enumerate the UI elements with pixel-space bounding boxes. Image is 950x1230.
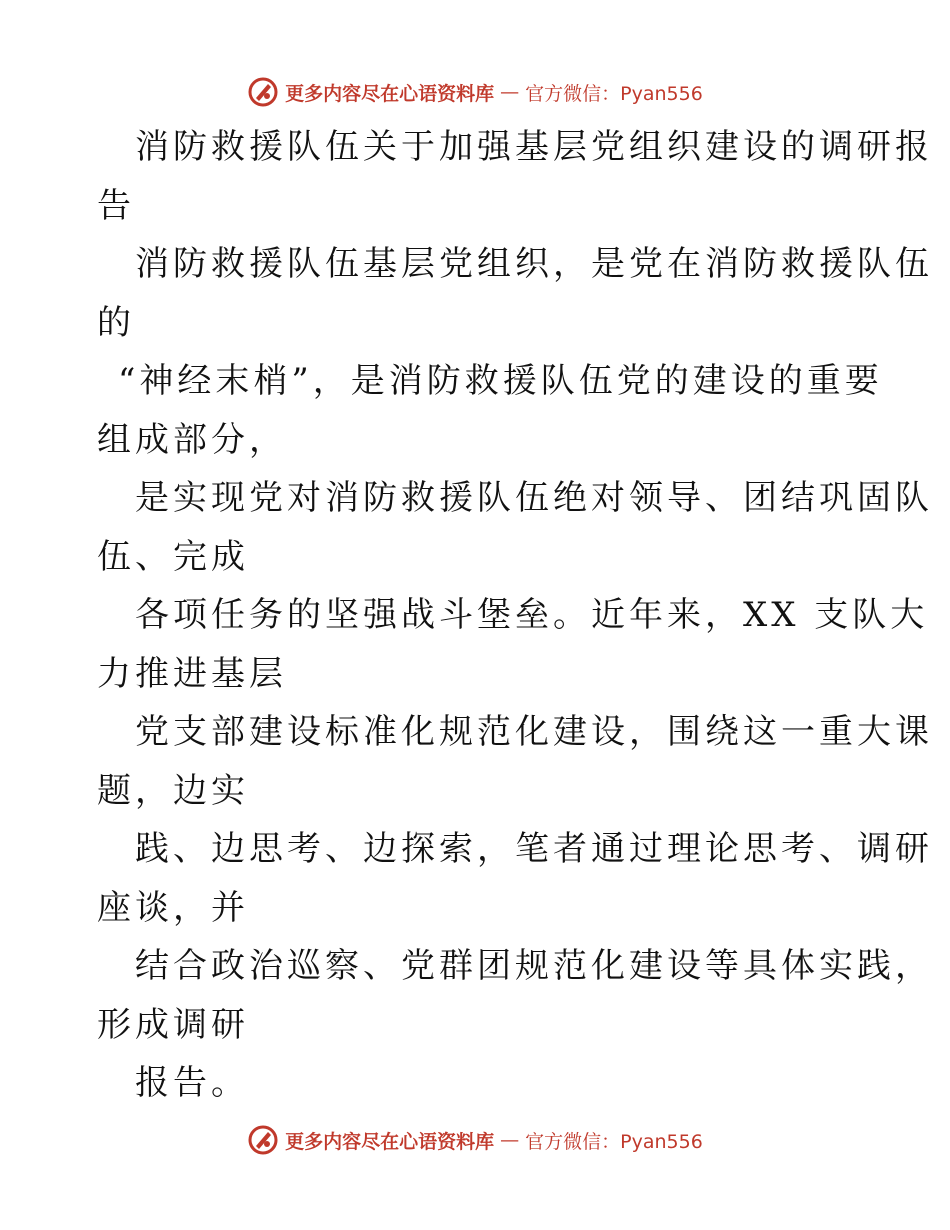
footer-contact-text: 官方微信：Pyan556 [525, 1130, 703, 1153]
header-banner [0, 72, 950, 112]
doc-line: 践、边思考、边探索，笔者通过理论思考、调研 [135, 829, 933, 869]
doc-line: 组成部分， [97, 420, 287, 460]
doc-line: 消防救援队伍基层党组织，是党在消防救援队伍 [135, 244, 933, 284]
header-separator: — [500, 81, 520, 103]
header-contact-text: 官方微信：Pyan556 [525, 82, 703, 105]
doc-line: 各项任务的坚强战斗堡垒。近年来，XX 支队大 [135, 595, 929, 635]
doc-line: 题，边实 [97, 771, 249, 811]
doc-line: 党支部建设标准化规范化建设，围绕这一重大课 [135, 712, 933, 752]
doc-line: 伍、完成 [97, 537, 249, 577]
footer-separator: — [500, 1129, 520, 1151]
doc-line: 的 [97, 303, 135, 343]
doc-line: 是实现党对消防救援队伍绝对领导、团结巩固队 [135, 478, 933, 518]
doc-line: 报告。 [135, 1063, 249, 1103]
doc-line: 形成调研 [97, 1005, 249, 1045]
doc-line: 结合政治巡察、党群团规范化建设等具体实践， [135, 946, 933, 986]
footer-site-text: 更多内容尽在心语资料库 [285, 1130, 495, 1153]
doc-line: 座谈，并 [97, 888, 249, 928]
header-site-text: 更多内容尽在心语资料库 [285, 82, 495, 105]
doc-line: “神经末梢”，是消防救援队伍党的建设的重要 [118, 361, 883, 401]
footer-banner [0, 1120, 950, 1160]
doc-line: 消防救援队伍关于加强基层党组织建设的调研报 [135, 127, 933, 167]
brand-logo-icon [247, 1124, 279, 1156]
doc-line: 告 [97, 186, 135, 226]
brand-logo-icon [247, 76, 279, 108]
doc-line: 力推进基层 [97, 654, 287, 694]
